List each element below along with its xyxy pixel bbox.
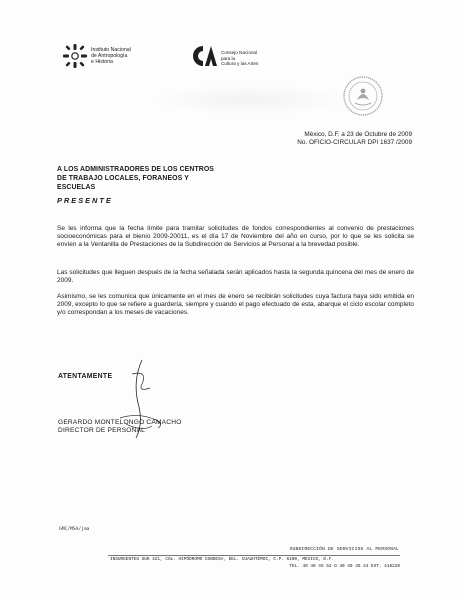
footer-address: INSURGENTES SUR 421, COL. HIPÓDROMO CONDESA, DEL. CUAUHTÉMOC, C.P. 6100, MÉXICO, D.F. [110,557,334,562]
mexican-eagle-seal-icon [342,75,384,117]
closing-word: ATENTAMENTE [58,373,113,380]
paragraph-late-requests: Las solicitudes que lleguen después de la fecha señalada serán aplicados hasta la segunda quincena del mes de enero de 2009. [57,269,414,285]
recipient-line-2: DE TRABAJO LOCALES, FORANEOS Y [57,175,189,182]
letter-date: México, D.F. a 23 de Octubre de 2009 [304,131,412,138]
inah-emblem-icon [62,42,88,70]
paragraph-january-requests: Asimismo, se les comunica que únicamente en el mes de enero se recibirán solicitudes cuya factura haya sido emitida en 2009, excepto lo que se refiere a guardería, siempre y cuando el pago efectuado de esta, abarque el ciclo escolar completo y/o correspondan a los meses de vacaciones. [57,293,414,317]
inah-line-1: Instituto Nacional [91,47,131,53]
footer-office-name: SUBDIRECCIÓN DE SERVICIOS AL PERSONAL [289,547,399,552]
signer-title: DIRECTOR DE PERSONAL [58,427,146,434]
recipient-line-3: ESCUELAS [57,184,96,191]
paragraph-deadline: Se les informa que la fecha límite para tramitar solicitudes de fondos correspondientes al convenio de prestaciones socioeconómicas para el bienio 2009-20011, es el día 17 de Noviembre del año en curso, por lo que se les solicita se envíen a la Ventanilla de Prestaciones de la Subdirección de Servicios al Personal a la brevedad posible. [57,225,414,249]
conaculta-line-2: para la [221,55,236,61]
signer-name: GERARDO MONTELONGO CAMACHO [58,419,182,426]
salutation: PRESENTE [57,196,113,205]
conaculta-line-1: Consejo Nacional [221,50,258,55]
faint-letterhead-band [150,85,350,115]
reference-initials: GMC/MSA/jma [59,527,90,532]
inah-name [91,47,161,66]
inah-line-2: de Antropología [91,53,128,60]
conaculta-logo-icon [191,44,219,68]
conaculta-line-3: Cultura y las Artes [221,61,259,67]
recipient-block [57,165,337,192]
recipient-line-1: A LOS ADMINISTRADORES DE LOS CENTROS [57,166,214,173]
footer-phone: TEL. 40 40 45 52 O 40 40 45 24 EXT. 416220 [289,564,400,569]
inah-line-3: e Historia [91,59,113,66]
conaculta-name [221,50,281,67]
letter-reference-number: No. OFICIO-CIRCULAR DPI 1637 /2009 [297,139,412,146]
